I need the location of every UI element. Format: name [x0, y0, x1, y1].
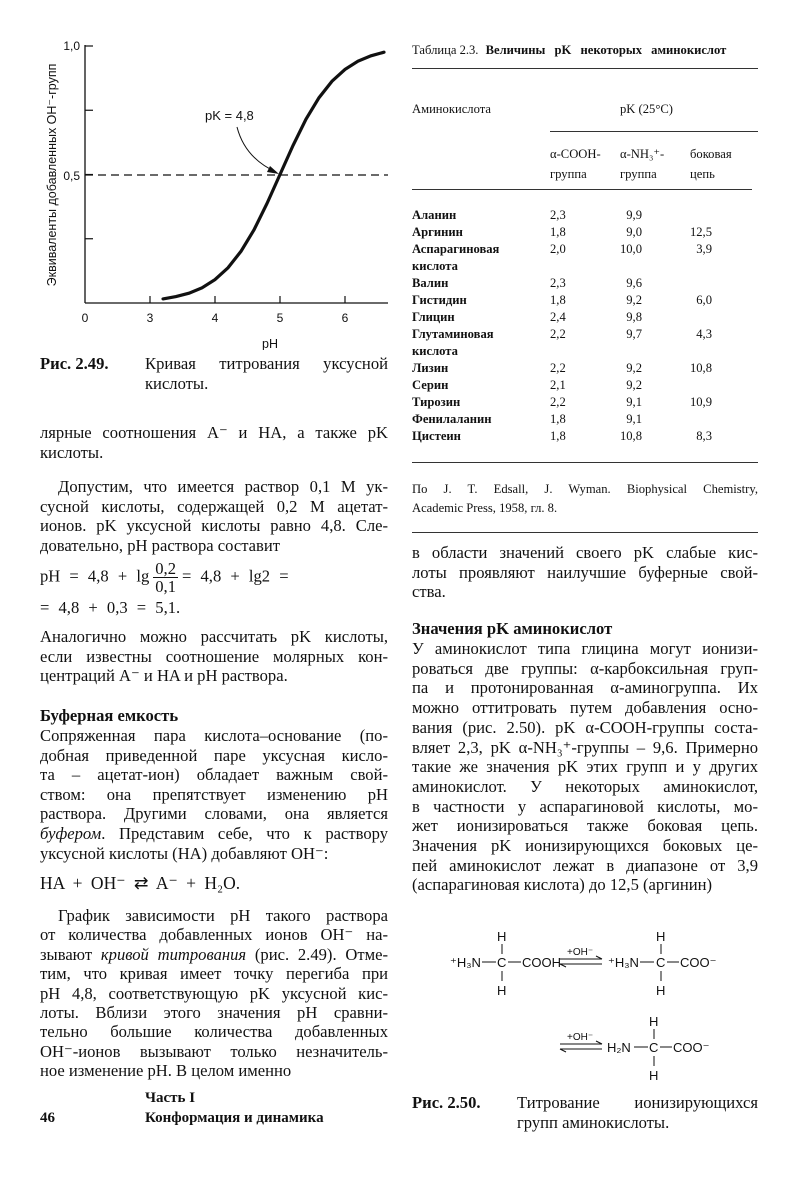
- table-rule: [412, 68, 758, 69]
- pk-nh3: 10,8: [619, 429, 642, 443]
- pk-cooh: 1,8: [550, 225, 566, 239]
- amino-acid-name: Глутаминовая кислота: [412, 327, 494, 358]
- molecule-zwitterion: [608, 929, 716, 998]
- text-line: pH 4,8, соответствующую pK уксусной кис-: [40, 983, 388, 1003]
- pk-annotation: pK = 4,8: [205, 108, 254, 123]
- part-label: Часть I: [145, 1090, 196, 1106]
- pk-cooh: 2,2: [550, 395, 566, 409]
- pk-cooh: 2,2: [550, 327, 566, 341]
- text-line: ства.: [412, 582, 446, 602]
- molecule-glycine-anion: [607, 1014, 709, 1083]
- pk-nh3: 9,8: [626, 310, 642, 324]
- text-line: па и протонированная α-аминогруппа. Их: [412, 678, 758, 698]
- table-row: [0, 224, 794, 241]
- x-tick-label: 5: [276, 311, 284, 325]
- hydrogen: H: [649, 1014, 659, 1029]
- arrowhead-icon: [267, 166, 279, 174]
- amino-acid-name: Тирозин: [412, 395, 461, 409]
- y-tick-label: 0,5: [63, 169, 80, 183]
- equation-result: = 4,8 + 0,3 = 5,1.: [40, 598, 181, 617]
- amino-acid-name: Валин: [412, 276, 449, 290]
- reagent-label: +OH⁻: [567, 1032, 594, 1043]
- text-line: [40, 824, 388, 844]
- alpha-carbon: C: [649, 1040, 659, 1055]
- text-line: вания (рис. 2.50). pK α-COOH-группы соста-: [412, 717, 758, 737]
- text-line: в частности у аспарагиновой кислоты, мо-: [412, 796, 758, 816]
- hydrogen: H: [497, 929, 507, 944]
- hydrogen: H: [656, 929, 666, 944]
- text-line: можно оттитровать путем добавления осно-: [412, 698, 758, 718]
- header-line: α-COOH-: [550, 147, 601, 161]
- table-row: [0, 428, 794, 445]
- text-line: ное изменение pH. В целом именно: [40, 1061, 292, 1081]
- annotation-arrow: [237, 127, 276, 172]
- alpha-carbon: C: [497, 955, 507, 970]
- table-row: [0, 326, 794, 360]
- molecule-glycine-cation: [450, 929, 561, 998]
- figure-caption: [517, 1093, 758, 1132]
- table-row: [0, 275, 794, 292]
- header-line: группа: [550, 167, 587, 181]
- paragraph: [40, 726, 388, 863]
- pk-side-chain: 10,8: [689, 361, 712, 375]
- pk-nh3: 9,2: [626, 361, 642, 375]
- paragraph: [412, 543, 758, 602]
- pk-nh3: 10,0: [619, 242, 642, 256]
- text-line: лярные соотношения A⁻ и HA, а также pK: [40, 423, 388, 442]
- text-line: от количества добавленных ионов OH⁻ на-: [40, 925, 388, 945]
- text-segment: . Представим себе, что к раствору: [101, 823, 388, 843]
- table-row: [0, 207, 794, 224]
- text-line: [40, 945, 388, 964]
- text-line: пей аминокислот лежат в диапазоне от 3,9: [412, 855, 758, 875]
- figure-label: Рис. 2.49.: [40, 354, 109, 373]
- text-line: (аспарагиновая кислота) до 12,5 (аргинин): [412, 875, 713, 895]
- pk-side-chain: 6,0: [696, 293, 712, 307]
- equilibrium-arrow-2: [560, 1032, 602, 1052]
- paragraph: [40, 906, 388, 1081]
- text-line: Кривая титрования уксусной: [145, 354, 388, 373]
- pk-cooh: 2,2: [550, 361, 566, 375]
- column-header-name: Аминокислота: [412, 102, 491, 116]
- text-segment: (рис. 2.49). Отме-: [246, 944, 388, 964]
- column-header-side-chain: [690, 146, 732, 183]
- amino-acid-name: Серин: [412, 378, 449, 392]
- pk-cooh: 2,0: [550, 242, 566, 256]
- text-line: Сопряженная пара кислота–основание (по-: [40, 726, 388, 745]
- section-heading: Буферная емкость: [40, 706, 179, 725]
- table-row: [0, 411, 794, 428]
- text-line: OH⁻-ионов вызывают только незначитель-: [40, 1041, 388, 1061]
- section-heading: Значения pK аминокислот: [412, 619, 613, 638]
- amino-acid-name: Лизин: [412, 361, 449, 375]
- pk-cooh: 1,8: [550, 293, 566, 307]
- column-header-nh3: [620, 146, 664, 183]
- column-header-group: pK (25°C): [620, 102, 673, 116]
- text-line: ионов. pK уксусной кислоты равно 4,8. Сле-: [40, 516, 388, 536]
- paragraph: [40, 477, 388, 555]
- amino-acid-name: Глицин: [412, 310, 455, 324]
- table-title: Величины pK некоторых аминокислот: [485, 43, 727, 57]
- carboxyl-group: COOH: [522, 955, 561, 970]
- equation-rhs: = 4,8 + lg2 =: [182, 566, 289, 586]
- table-rule: [412, 189, 752, 190]
- x-tick-label: 4: [211, 311, 219, 325]
- x-tick-label: 3: [146, 311, 154, 325]
- text-line: Титрование ионизирующихся: [517, 1093, 758, 1112]
- text-line: Значения pK ионизирующихся боковых це-: [412, 836, 758, 856]
- amino-acid-name: Гистидин: [412, 293, 467, 307]
- text-line: График зависимости pH такого раствора: [58, 906, 388, 925]
- table-caption: [412, 42, 758, 59]
- amino-acid-name: Цистеин: [412, 429, 461, 443]
- carboxylate-group: COO⁻: [680, 955, 717, 970]
- amino-acid-name: Фенилаланин: [412, 412, 492, 426]
- amino-acid-name: Аланин: [412, 208, 457, 222]
- reagent-label: +OH⁻: [567, 947, 594, 958]
- text-line: лоты. Вблизи этого значения pH сравни-: [40, 1003, 388, 1023]
- table-rule: [412, 462, 758, 463]
- header-line: цепь: [690, 167, 715, 181]
- header-line: группа: [620, 167, 657, 181]
- text-line: У аминокислот типа глицина могут ионизи-: [412, 639, 758, 658]
- pk-side-chain: 3,9: [696, 242, 712, 256]
- table-row: [0, 394, 794, 411]
- pk-cooh: 1,8: [550, 429, 566, 443]
- italic-term: буфером: [40, 823, 102, 843]
- hydrogen: H: [649, 1068, 659, 1083]
- text-line: жет ионизироваться также боковая цепь.: [412, 816, 758, 836]
- header-line: боковая: [690, 147, 732, 161]
- table-row: [0, 360, 794, 377]
- text-line: аминокислот. У некоторых аминокислот,: [412, 776, 758, 796]
- pk-side-chain: 8,3: [696, 429, 712, 443]
- text-line: если известны соотношение молярных кон-: [40, 646, 388, 666]
- text-line: тельно большие количества добавленных: [40, 1022, 388, 1042]
- pk-nh3: 9,6: [626, 276, 642, 290]
- carboxylate-group: COO⁻: [673, 1040, 710, 1055]
- glycine-titration-diagram: [400, 915, 794, 1085]
- pk-side-chain: 10,9: [689, 395, 712, 409]
- text-line: групп аминокислоты.: [517, 1112, 670, 1132]
- hydrogen: H: [656, 983, 666, 998]
- text-line: Academic Press, 1958, гл. 8.: [412, 501, 558, 515]
- text-line: Допустим, что имеется раствор 0,1 M ук-: [58, 477, 388, 496]
- hydrogen: H: [497, 983, 507, 998]
- text-line: вляет 2,3, pK α-NH₃⁺-группы – 9,6. Примерно: [412, 737, 758, 757]
- table-rule: [412, 532, 758, 533]
- header-line: α-NH₃⁺-: [620, 147, 665, 161]
- amino-group: ⁺H₃N: [608, 955, 639, 970]
- table-number: Таблица 2.3.: [412, 43, 479, 57]
- text-line: та – ацетат-ион) обладает важным свой-: [40, 765, 388, 785]
- text-line: раствора. Другими словами, она является: [40, 804, 388, 824]
- pk-cooh: 2,4: [550, 310, 566, 324]
- pk-nh3: 9,2: [626, 378, 642, 392]
- table-row: [0, 292, 794, 309]
- equation-lhs: pH = 4,8 + lg: [40, 566, 150, 586]
- paragraph: [412, 639, 758, 895]
- text-line: тим, что кривая имеет точку перегиба при: [40, 964, 388, 984]
- x-axis-label: pH: [262, 337, 278, 350]
- text-line: довательно, pH раствора составит: [40, 535, 280, 555]
- fraction-denominator: 0,1: [155, 577, 176, 596]
- page-number: 46: [40, 1110, 55, 1126]
- text-line: роваться две группы: α-карбоксильная груп-: [412, 658, 758, 678]
- table-source: [412, 480, 758, 518]
- text-line: кислоты.: [40, 442, 104, 462]
- x-tick-label: 6: [341, 311, 349, 325]
- table-row: [0, 241, 794, 275]
- table-rule: [550, 131, 758, 132]
- table-row: [0, 309, 794, 326]
- text-line: Аналогично можно рассчитать pK кислоты,: [40, 627, 388, 646]
- pk-nh3: 9,0: [626, 225, 642, 239]
- amino-acid-name: Аспарагиновая кислота: [412, 242, 500, 273]
- italic-term: кривой титрования: [100, 944, 247, 964]
- amino-group: H₂N: [607, 1040, 631, 1055]
- equation-buffer: HA + OH⁻ ⇄ A⁻ + H₂O.: [40, 873, 241, 893]
- y-tick-label: 1,0: [63, 39, 80, 53]
- pk-cooh: 2,3: [550, 276, 566, 290]
- pk-nh3: 9,1: [626, 395, 642, 409]
- column-header-cooh: [550, 146, 601, 183]
- text-line: сусной кислоты, содержащей 0,2 M ацетат-: [40, 496, 388, 516]
- x-tick-label: 0: [81, 311, 89, 325]
- equilibrium-arrow-1: [560, 947, 602, 967]
- pk-side-chain: 12,5: [689, 225, 712, 239]
- pk-cooh: 2,1: [550, 378, 566, 392]
- figure-label: Рис. 2.50.: [412, 1093, 481, 1112]
- text-line: лоты проявляют наилучшие буферные свой-: [412, 562, 758, 582]
- text-segment: зывают: [40, 944, 101, 964]
- pk-cooh: 2,3: [550, 208, 566, 222]
- amino-group: ⁺H₃N: [450, 955, 481, 970]
- pk-nh3: 9,2: [626, 293, 642, 307]
- fraction: [153, 560, 178, 595]
- pk-nh3: 9,9: [626, 208, 642, 222]
- pk-nh3: 9,1: [626, 412, 642, 426]
- text-line: ством: она препятствует изменению pH: [40, 784, 388, 804]
- text-line: добная приведенной паре уксусная кисло-: [40, 745, 388, 765]
- text-line: По J. T. Edsall, J. Wyman. Biophysical Chemistry,: [412, 482, 758, 496]
- y-axis-label: Эквиваленты добавленных OH⁻-групп: [45, 63, 59, 287]
- table-row: [0, 377, 794, 394]
- fraction-numerator: 0,2: [155, 559, 176, 578]
- part-title: Конформация и динамика: [145, 1110, 324, 1126]
- pk-nh3: 9,7: [626, 327, 642, 341]
- amino-acid-name: Аргинин: [412, 225, 463, 239]
- text-line: в области значений своего pK слабые кис-: [412, 543, 758, 562]
- text-line: центраций A⁻ и HA и pH раствора.: [40, 666, 288, 686]
- text-line: уксусной кислоты (HA) добавляют OH⁻:: [40, 843, 329, 863]
- alpha-carbon: C: [656, 955, 666, 970]
- text-line: такие же значения pK этих групп и у других: [412, 757, 758, 777]
- pk-cooh: 1,8: [550, 412, 566, 426]
- pk-side-chain: 4,3: [696, 327, 712, 341]
- paragraph: [40, 627, 388, 686]
- equation-ph: [40, 560, 388, 595]
- text-line: кислоты.: [145, 373, 209, 393]
